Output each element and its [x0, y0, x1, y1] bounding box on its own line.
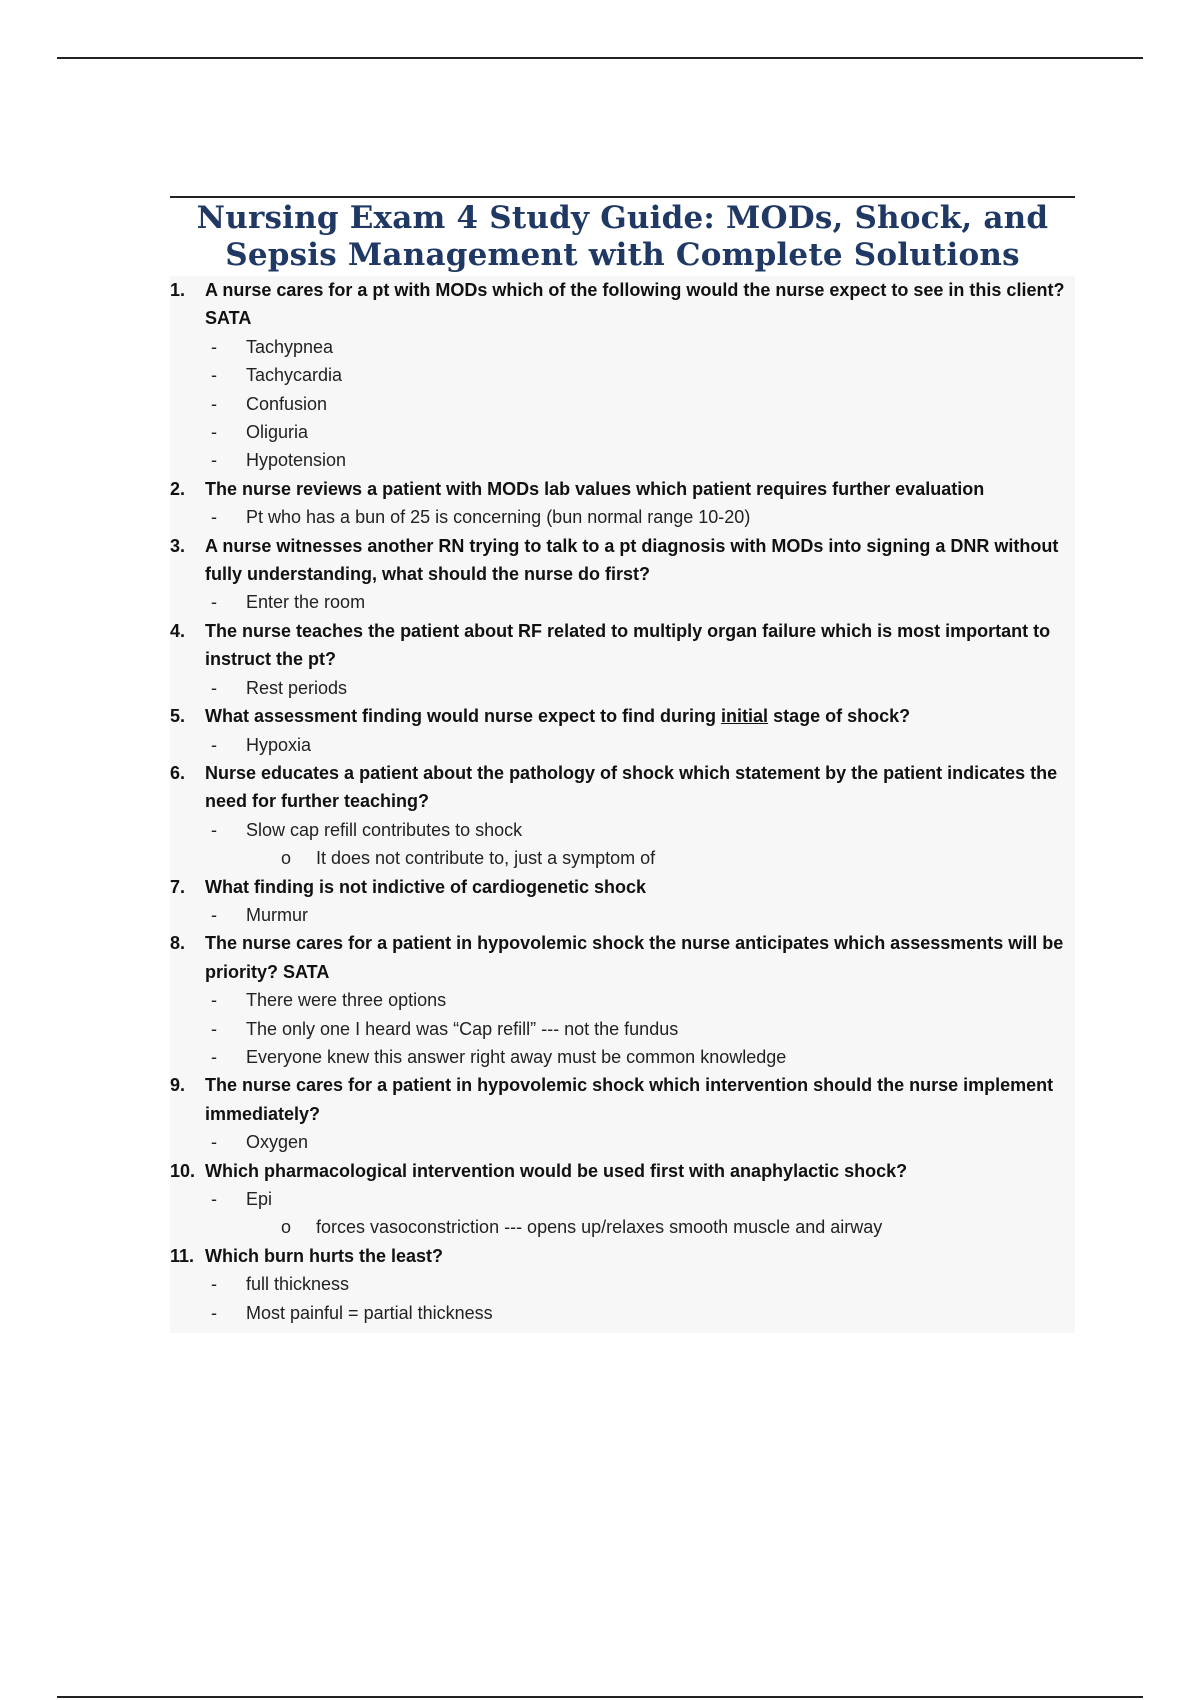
- question-6: [170, 759, 1075, 816]
- answer-text: Oliguria: [246, 422, 309, 443]
- question-2: [170, 475, 1075, 503]
- question-number: 5.: [170, 706, 186, 727]
- question-text: A nurse witnesses another RN trying to talk to a pt diagnosis with MODs into signing a DNR without fully understanding, what should the nurse do first?: [205, 535, 1059, 585]
- question-text: A nurse cares for a pt with MODs which of the following would the nurse expect to see in this client? SATA: [205, 280, 1065, 329]
- dash-marker: -: [211, 1302, 217, 1323]
- answer-item: [170, 1185, 1075, 1213]
- answer-text: Pt who has a bun of 25 is concerning (bun normal range 10-20): [246, 507, 751, 528]
- dash-marker: -: [211, 507, 217, 528]
- question-text-after: stage of shock?: [768, 706, 911, 727]
- circle-bullet-marker: o: [281, 848, 292, 869]
- circle-bullet-marker: o: [281, 1217, 292, 1238]
- question-text: The nurse cares for a patient in hypovolemic shock which intervention should the nurse implement immediately?: [205, 1075, 1054, 1124]
- answer-text: Slow cap refill contributes to shock: [246, 819, 523, 840]
- answer-item: [170, 333, 1075, 361]
- sub-answer-item: [170, 844, 1075, 872]
- answer-text: Hypotension: [246, 450, 347, 471]
- sub-answer-item: [170, 1213, 1075, 1241]
- answer-item: [170, 1299, 1075, 1327]
- answer-item: [170, 1043, 1075, 1071]
- question-number: 1.: [170, 280, 186, 300]
- question-text: Which pharmacological intervention would be used first with anaphylactic shock?: [205, 1160, 908, 1181]
- dash-marker: -: [211, 393, 217, 414]
- answer-text: Tachycardia: [246, 365, 343, 386]
- dash-marker: -: [211, 1189, 217, 1209]
- answer-item: [170, 1128, 1075, 1156]
- answer-item: [170, 361, 1075, 389]
- question-text: Which burn hurts the least?: [205, 1245, 444, 1266]
- question-list: [170, 276, 1075, 1333]
- question-number: 7.: [170, 876, 186, 897]
- answer-text: There were three options: [246, 990, 447, 1011]
- title-line-1: Nursing Exam 4 Study Guide: MODs, Shock, and: [196, 200, 1049, 236]
- answer-item: [170, 731, 1075, 759]
- question-text: Nurse educates a patient about the pathology of shock which statement by the patient indicates the need for further teaching?: [205, 762, 1058, 812]
- answer-item: [170, 503, 1075, 531]
- question-5: [170, 702, 1075, 730]
- title-rule: [170, 196, 1075, 198]
- dash-marker: -: [211, 336, 217, 357]
- question-text-underlined: initial: [721, 706, 769, 727]
- answer-text: Most painful = partial thickness: [246, 1302, 493, 1323]
- question-number: 10.: [170, 1160, 196, 1181]
- answer-text: Murmur: [246, 904, 308, 925]
- sub-answer-text: forces vasoconstriction --- opens up/relaxes smooth muscle and airway: [316, 1217, 883, 1238]
- question-number: 11.: [170, 1245, 195, 1266]
- dash-marker: -: [211, 365, 217, 386]
- dash-marker: -: [211, 1274, 217, 1295]
- question-number: 3.: [170, 535, 186, 556]
- answer-item: [170, 390, 1075, 418]
- answer-item: [170, 1270, 1075, 1298]
- dash-marker: -: [211, 904, 217, 925]
- answer-text: The only one I heard was “Cap refill” --- not the fundus: [246, 1018, 679, 1039]
- answer-text: full thickness: [246, 1274, 350, 1295]
- question-number: 9.: [170, 1075, 186, 1096]
- question-text: The nurse teaches the patient about RF related to multiply organ failure which is most important to instruct the pt?: [205, 620, 1051, 670]
- dash-marker: -: [211, 450, 217, 471]
- question-4: [170, 617, 1075, 674]
- answer-item: [170, 674, 1075, 702]
- page-bottom-rule: [57, 1696, 1143, 1698]
- answer-item: [170, 1015, 1075, 1043]
- answer-text: Confusion: [246, 393, 328, 414]
- question-number: 8.: [170, 933, 186, 954]
- question-number: 2.: [170, 478, 186, 499]
- answer-item: [170, 418, 1075, 446]
- dash-marker: -: [211, 990, 217, 1011]
- answer-item: [170, 588, 1075, 616]
- dash-marker: -: [211, 592, 217, 613]
- question-10: [170, 1157, 1075, 1185]
- question-11: [170, 1242, 1075, 1270]
- dash-marker: -: [211, 1132, 217, 1153]
- dash-marker: -: [211, 819, 217, 840]
- answer-text: Enter the room: [246, 592, 366, 613]
- dash-marker: -: [211, 422, 217, 443]
- dash-marker: -: [211, 1018, 217, 1039]
- answer-item: [170, 446, 1075, 474]
- question-9: [170, 1071, 1075, 1128]
- answer-item: [170, 816, 1075, 844]
- answer-text: Everyone knew this answer right away must be common knowledge: [246, 1046, 787, 1067]
- question-text: [205, 702, 1075, 730]
- answer-item: [170, 901, 1075, 929]
- document-body: [170, 196, 1075, 1333]
- answer-text: Epi: [246, 1189, 273, 1209]
- question-text: The nurse reviews a patient with MODs lab values which patient requires further evaluation: [205, 478, 985, 499]
- answer-text: Oxygen: [246, 1132, 309, 1153]
- question-8: [170, 929, 1075, 986]
- dash-marker: -: [211, 734, 217, 755]
- dash-marker: -: [211, 1046, 217, 1067]
- page-title: [170, 200, 1075, 274]
- page-top-rule: [57, 57, 1143, 59]
- question-text-before: What assessment finding would nurse expect to find during: [205, 706, 722, 727]
- sub-answer-text: It does not contribute to, just a symptom of: [316, 848, 656, 869]
- question-text: What finding is not indictive of cardiogenetic shock: [205, 876, 647, 897]
- answer-text: Rest periods: [246, 677, 348, 698]
- answer-text: Tachypnea: [246, 336, 334, 357]
- answer-item: [170, 986, 1075, 1014]
- question-number: 6.: [170, 762, 186, 783]
- dash-marker: -: [211, 677, 217, 698]
- question-7: [170, 873, 1075, 901]
- question-text: The nurse cares for a patient in hypovolemic shock the nurse anticipates which assessments will be priority? SATA: [205, 933, 1064, 982]
- question-3: [170, 532, 1075, 589]
- answer-text: Hypoxia: [246, 734, 312, 755]
- title-line-2: Sepsis Management with Complete Solutions: [225, 237, 1020, 273]
- question-1: [170, 276, 1075, 333]
- question-number: 4.: [170, 620, 186, 641]
